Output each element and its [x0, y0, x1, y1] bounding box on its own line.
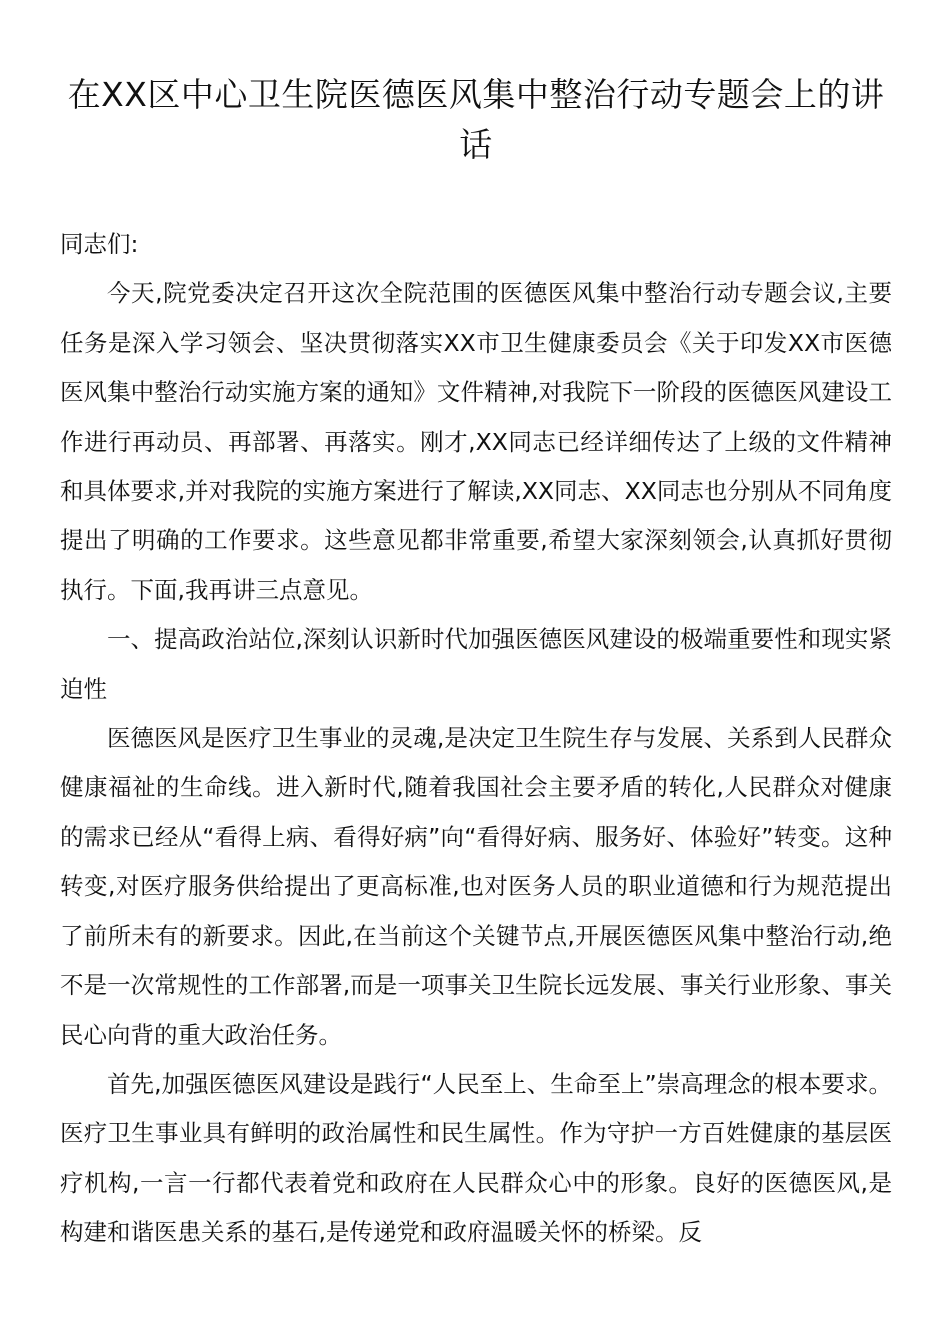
document-body [60, 220, 892, 1258]
section-heading-1: 一、提高政治站位,深刻认识新时代加强医德医风建设的极端重要性和现实紧迫性 [60, 625, 892, 703]
paragraph-first-point: 首先,加强医德医风建设是践行“人民至上、生命至上”崇高理念的根本要求。医疗卫生事业具有鲜明的政治属性和民生属性。作为守护一方百姓健康的基层医疗机构,一言一行都代表着党和政府在人民群众心中的形象。良好的医德医风,是构建和谐医患关系的基石,是传递党和政府温暖关怀的桥梁。反 [60, 1069, 892, 1247]
paragraph-intro: 今天,院党委决定召开这次全院范围的医德医风集中整治行动专题会议,主要任务是深入学习领会、坚决贯彻落实XX市卫生健康委员会《关于印发XX市医德医风集中整治行动实施方案的通知》文件精神,对我院下一阶段的医德医风建设工作进行再动员、再部署、再落实。刚才,XX同志已经详细传达了上级的文件精神和具体要求,并对我院的实施方案进行了解读,XX同志、XX同志也分别从不同角度提出了明确的工作要求。这些意见都非常重要,希望大家深刻领会,认真抓好贯彻执行。下面,我再讲三点意见。 [60, 279, 892, 604]
document-title: 在XX区中心卫生院医德医风集中整治行动专题会上的讲话 [67, 75, 885, 164]
salutation: 同志们: [60, 230, 139, 258]
paragraph-medical-ethics: 医德医风是医疗卫生事业的灵魂,是决定卫生院生存与发展、关系到人民群众健康福祉的生命线。进入新时代,随着我国社会主要矛盾的转化,人民群众对健康的需求已经从“看得上病、看得好病”向“看得好病、服务好、体验好”转变。这种转变,对医疗服务供给提出了更高标准,也对医务人员的职业道德和行为规范提出了前所未有的新要求。因此,在当前这个关键节点,开展医德医风集中整治行动,绝不是一次常规性的工作部署,而是一项事关卫生院长远发展、事关行业形象、事关民心向背的重大政治任务。 [60, 724, 892, 1049]
